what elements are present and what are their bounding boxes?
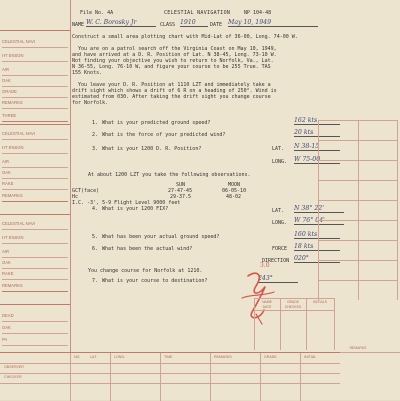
table-header: LAT. [90,355,97,359]
margin-label: PA [2,334,68,346]
obs-row-label: Hc [72,194,79,200]
lat-label: LAT. [272,146,285,152]
grade-value: 3.0 [260,262,270,269]
question-text: What is the force of your predicted wind? [102,132,226,138]
margin-label: OAK [2,322,68,334]
paragraph-line: for Norfolk. [72,100,109,106]
margin-group [0,304,70,305]
answer-wind-force: 20 kts [294,130,340,137]
obs-value: 29-37.5 [170,194,192,200]
obs-row-label: GCT(face) [72,188,100,194]
lat-label: LAT. [272,208,285,214]
class-label: CLASS [160,22,176,28]
margin-label: CELESTIAL NAVI [2,36,68,48]
margin-label: DEAD [2,310,68,322]
course-change-text: You change course for Norfolk at 1210. [88,268,203,274]
paragraph-line: and have arrived at a D. R. Position of Lat. N 38-45, Long. 73-10 W. [72,52,277,58]
answer-course: 243° [258,276,298,283]
margin-label: RAKE [2,268,68,280]
obs-value: 48-02 [226,194,242,200]
margin-group [0,124,70,125]
margin-label: OAK [2,75,68,87]
class-value: 1910 [180,20,208,27]
margin-label: AIR [2,246,68,258]
form-number: NP 104-48 [244,10,272,16]
table-header: CHECKER [4,375,22,379]
left-margin-form [0,0,71,400]
observations-intro: At about 1200 LZT you take the following observations. [88,172,251,178]
paragraph-line: You leave your D. R. Position at 1110 LZT and immediately take a [78,82,271,88]
answer-wind-direction: 020° [294,256,340,263]
table-header: GRADE [264,355,277,359]
table-header: TIME [164,355,173,359]
margin-label: RAKE [2,178,68,190]
box-label: CHECKED [284,305,302,309]
obs-value: 06-05-10 [222,188,247,194]
question-number: 5. [92,234,99,240]
margin-group [0,214,70,215]
force-label: FORCE [272,246,288,252]
bottom-log-table [0,352,340,401]
question-text: What has been your actual ground speed? [102,234,220,240]
question-text: What is your 1200 FIX? [102,206,169,212]
margin-label: HT ENSGN [2,232,68,244]
margin-group [0,30,70,31]
margin-label: AIR [2,156,68,168]
date-label: DATE [210,22,223,28]
answer-fix-long: W 76° 04' [294,218,344,225]
direction-label: DIRECTION [262,258,290,264]
question-text: What is your predicted ground speed? [102,120,211,126]
question-number: 3. [92,146,99,152]
obs-note: I.C. -3', 5-9 Flight Level 9000 feet [72,200,181,206]
answer-ground-speed: 162 kts [294,118,340,125]
intro-text: Construct a small area plotting chart with Mid-Lat of 36-00, Long. 74-00 W. [72,34,298,40]
answer-dr-long: W 75-00 [294,157,340,164]
long-label: LONG. [272,159,288,165]
obs-value: 27-47-45 [168,188,193,194]
paragraph-line: You are on a patrol search off the Virginia Coast on May 10, 1949, [78,46,277,52]
obs-col-head: SUN [176,182,186,188]
question-text: What is your course to destination? [102,278,208,284]
name-label: NAME [72,22,85,28]
answer-dr-lat: N 38-15 [294,144,340,151]
question-text: What has been the actual wind? [102,246,193,252]
right-form-grid [318,120,398,300]
box-label: REMARKS [349,346,367,350]
file-number: File No. 4A [80,10,114,16]
question-number: 1. [92,120,99,126]
margin-label: REMARKS [2,97,68,109]
box-label: NAME [262,300,272,304]
table-header: OBSERVER [4,365,24,369]
margin-label: CELESTIAL NAVI [2,218,68,230]
name-value: W. C. Borosky Jr [86,20,156,27]
box-label: GRADE [286,300,300,304]
obs-col-head: MOON [228,182,241,188]
worksheet-title: CELESTIAL NAVIGATION [164,10,231,16]
paragraph-line: 155 Knots. [72,70,103,76]
margin-label: AIR [2,64,68,76]
margin-label: HT ENSGN [2,50,68,62]
box-label: INITIALS [313,300,327,304]
table-header: INITIAL [304,355,317,359]
table-header: NO. [74,355,81,359]
margin-label: OAK [2,167,68,179]
margin-label: THREE [2,110,68,122]
date-value: May 10, 1949 [228,20,318,27]
paragraph-line: Not finding your objective you wish to return to Norfolk, Va., Lat. [72,58,274,64]
long-label: LONG. [272,220,288,226]
margin-label: REMARKS [2,280,68,292]
question-number: 2. [92,132,99,138]
box-label: DATE [262,305,272,309]
question-number: 7. [92,278,99,284]
margin-label: OAK [2,257,68,269]
table-header: REMARKS [214,355,232,359]
margin-label: CELESTIAL NAVI [2,128,68,140]
margin-label: HT ENSGN [2,142,68,154]
answer-fix-lat: N 38° 22' [294,206,344,213]
paragraph-line: N 36-55, Long. 76-10 W, and figure your course to be 255 True. TAS [72,64,271,70]
paragraph-line: drift sight which shows a drift of 6 R on a heading of 250°. Wind is [72,88,277,94]
question-number: 4. [92,206,99,212]
answer-actual-gs: 160 kts [294,232,340,239]
question-text: What is your 1200 D. R. Position? [102,146,202,152]
margin-label: REMARKS [2,190,68,202]
margin-label: GRADE [2,86,68,98]
question-number: 6. [92,246,99,252]
table-header: LONG. [114,355,126,359]
paragraph-line: estimated from 030. After taking the drift sight you change course [72,94,271,100]
answer-wind-force-actual: 18 kts [294,244,340,251]
